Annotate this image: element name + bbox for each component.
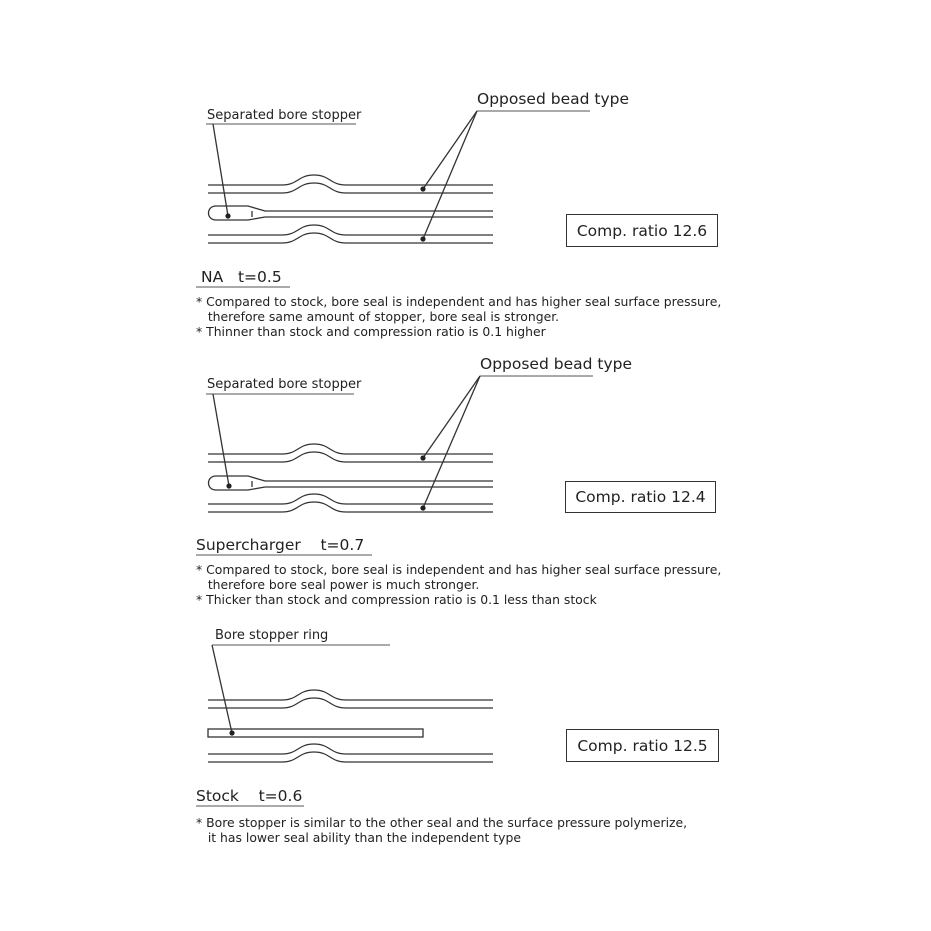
na-note: therefore same amount of stopper, bore seal is stronger. xyxy=(196,309,560,324)
na-stopper-label: Separated bore stopper xyxy=(207,108,362,123)
na-note: * Thinner than stock and compression ratio is 0.1 higher xyxy=(196,324,546,339)
supercharger-gasket-diagram xyxy=(196,376,593,555)
na-ratio-box: Comp. ratio 12.6 xyxy=(566,214,718,247)
supercharger-stopper-label: Separated bore stopper xyxy=(207,377,362,392)
supercharger-bead-label: Opposed bead type xyxy=(480,355,633,373)
stock-title: Stock t=0.6 xyxy=(196,787,303,805)
stock-note: it has lower seal ability than the independent type xyxy=(196,830,521,845)
supercharger-note: * Compared to stock, bore seal is independent and has higher seal surface pressure, xyxy=(196,562,722,577)
na-title: NA t=0.5 xyxy=(201,268,282,286)
na-bead-label: Opposed bead type xyxy=(477,90,630,108)
stock-note: * Bore stopper is similar to the other seal and the surface pressure polymerize, xyxy=(196,815,688,830)
stock-ratio-box: Comp. ratio 12.5 xyxy=(566,729,719,762)
supercharger-note: therefore bore seal power is much stronger. xyxy=(196,577,480,592)
supercharger-note: * Thicker than stock and compression ratio is 0.1 less than stock xyxy=(196,592,597,607)
stock-gasket-diagram xyxy=(196,645,493,806)
supercharger-ratio-box: Comp. ratio 12.4 xyxy=(565,481,716,513)
na-gasket-diagram xyxy=(196,111,590,287)
supercharger-title: Supercharger t=0.7 xyxy=(196,536,365,554)
stock-stopper-label: Bore stopper ring xyxy=(215,628,329,643)
na-note: * Compared to stock, bore seal is independent and has higher seal surface pressure, xyxy=(196,294,722,309)
